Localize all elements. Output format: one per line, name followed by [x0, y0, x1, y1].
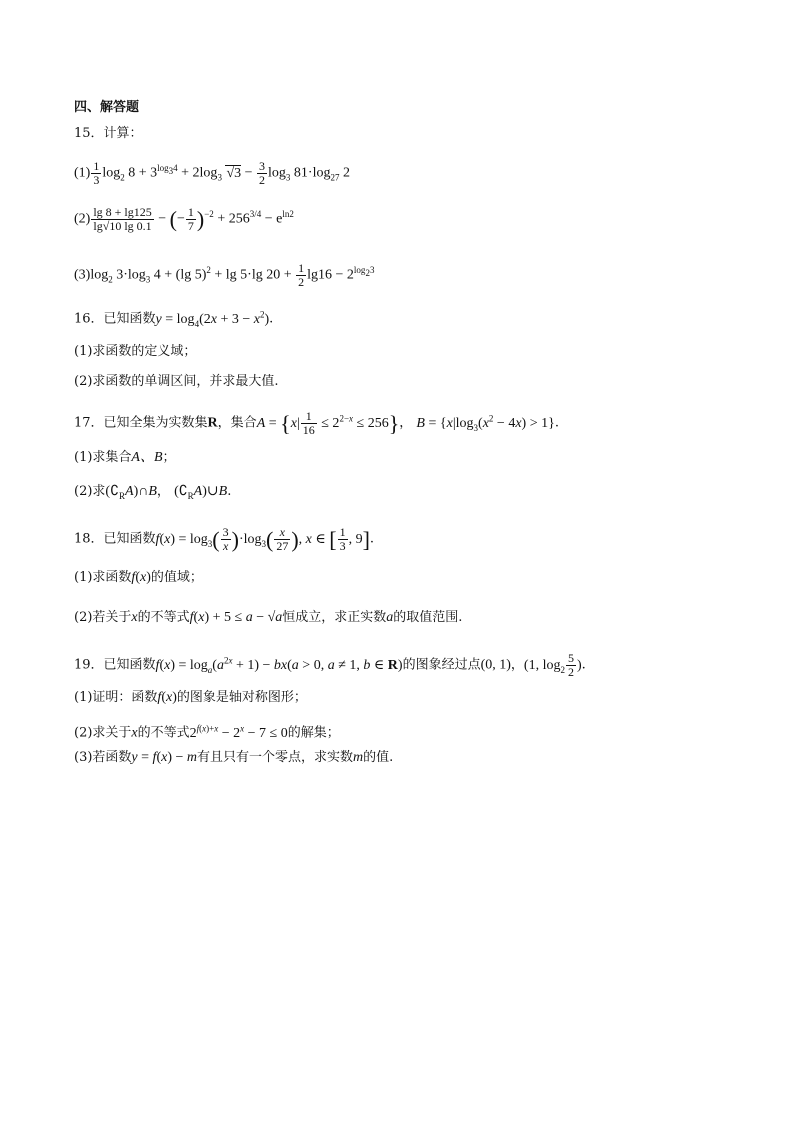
q15-stem: 15．计算： [74, 126, 143, 141]
q17-part2: (2)求$(∁_RA)\cap B$， $(∁_RA)\cup B$. [74, 484, 232, 501]
q15-part3: $(3)\log_2$ $3\cdot\log_3$ 4 + (lg 5)$^2$ + lg 5·lg 20 + $\frac{1}{2}$ $\lg 16 - 2^{log_23}$ [74, 261, 375, 289]
q16-part2: (2)求函数的单调区间，并求最大值. [74, 374, 279, 389]
q15-part1: (1) $\frac{1}{3}$ $\log_2 8 + 3^{log_34} + 2\log_3$ √3 − $\frac{3}{2}$ $\log_3 81\cdot\log_{27}$ 2 [74, 159, 350, 187]
q18-part1: (1)求函数f(x)的值域； [74, 570, 203, 585]
q18-part2: (2)若关于x的不等式f(x) + 5 ≤ a − √a恒成立，求正实数a的取值范围. [74, 610, 463, 625]
q17-stem: 17．已知全集为实数集R，集合A = {x| $\frac{1}{16}$ ≤ $2^{2-x} \le 256$}， $B = \{x|\log_3(x^2 - 4x) > 1\}$. [74, 409, 559, 437]
q19-part2: (2)求关于x的不等式$2^{f(x)+x} - 2^x - 7 \le 0$的解集； [74, 723, 340, 741]
q18-stem: 18．已知函数$f(x) = \log_3$( $\frac{3}{x}$ )$\cdot\log_3$( $\frac{x}{27}$ ), x ∈ [ $\frac{1}{3}$ , 9]. [74, 525, 375, 553]
q19-stem: 19．已知函数$f(x) = \log_a(a^{2x} + 1) - bx(a > 0$, a ≠ 1, b ∈ R)的图象经过点(0, 1)，(1, $\log_2$ $\frac{5}{2}$ ). [74, 651, 586, 679]
q19-part1: (1)证明：函数f(x)的图象是轴对称图形； [74, 690, 307, 705]
q16-part1: (1)求函数的定义域； [74, 344, 197, 359]
section-title: 四、解答题 [74, 100, 140, 115]
q17-part1: (1)求集合A、B； [74, 450, 176, 465]
q15-part2: (2) $\frac{\lg 8 + \lg 125}{\lg√10 \lg 0.1}$ − (− $\frac{1}{7}$ )$^{-2} + 256^{3/4} - e^{ln2}$ [74, 205, 294, 233]
q19-part3: (3)若函数y = f(x) − m有且只有一个零点，求实数m的值. [74, 750, 394, 765]
q16-stem: 16．已知函数$y = \log_4(2x + 3 - x^2)$. [74, 309, 274, 329]
